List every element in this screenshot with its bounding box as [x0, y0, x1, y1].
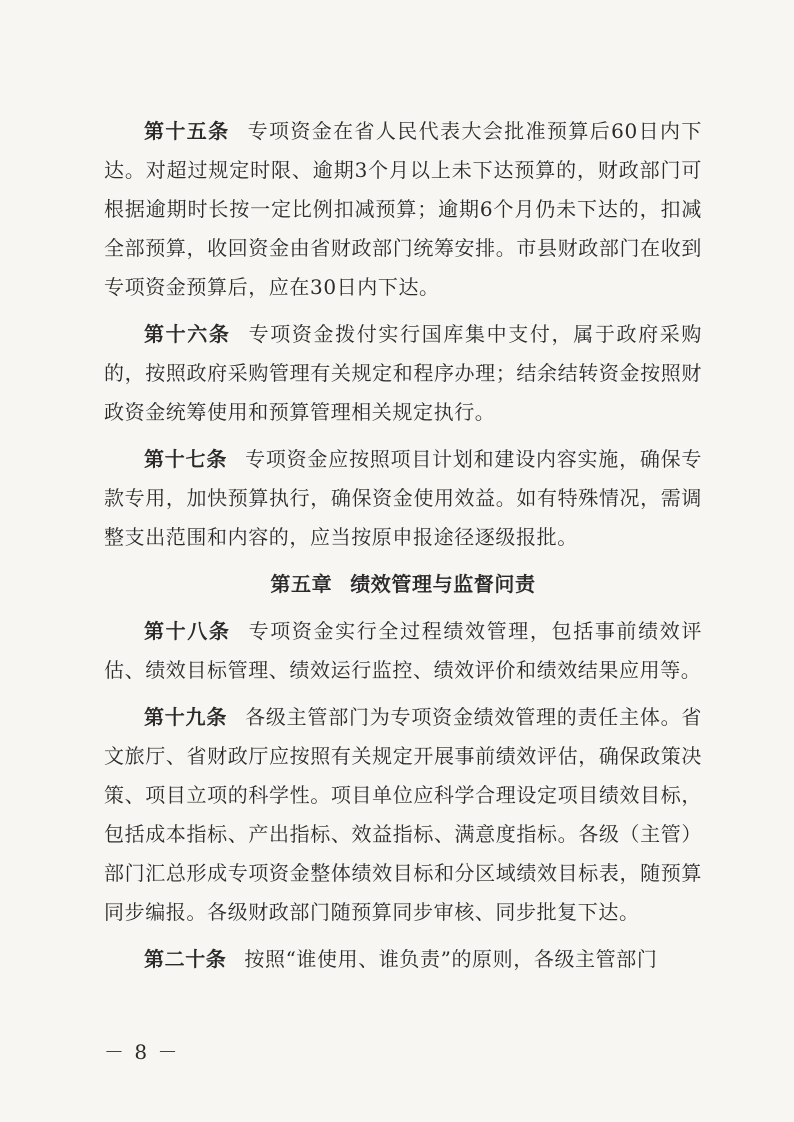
article-18: [104, 612, 702, 690]
article-text: 专项资金在省人民代表大会批准预算后60日内下达。对超过规定时限、逾期3个月以上未下达预算的，财政部门可根据逾期时长按一定比例扣减预算；逾期6个月仍未下达的，扣减全部预算，收回资金由省财政部门统筹安排。市县财政部门在收到专项资金预算后，应在30日内下达。: [104, 119, 702, 299]
article-text: 按照“谁使用、谁负责”的原则，各级主管部门: [244, 947, 658, 971]
article-15: [104, 112, 702, 307]
article-text: 专项资金应按照项目计划和建设内容实施，确保专款专用，加快预算执行，确保资金使用效益。如有特殊情况，需调整支出范围和内容的，应当按原申报途径逐级报批。: [104, 447, 702, 549]
article-19: [104, 698, 702, 932]
chapter-number: 第五章: [270, 572, 333, 596]
article-label: 第十七条: [144, 447, 228, 471]
article-text: 专项资金拨付实行国库集中支付，属于政府采购的，按照政府采购管理有关规定和程序办理；结余结转资金按照财政资金统筹使用和预算管理相关规定执行。: [104, 322, 702, 424]
article-20: [104, 940, 702, 979]
article-16: [104, 315, 702, 432]
article-17: [104, 440, 702, 557]
chapter-title: 绩效管理与监督问责: [350, 572, 536, 596]
article-label: 第十六条: [144, 322, 231, 346]
article-label: 第十九条: [144, 705, 228, 729]
page-number: － 8 －: [104, 1040, 180, 1064]
article-text: 各级主管部门为专项资金绩效管理的责任主体。省文旅厅、省财政厅应按照有关规定开展事前绩效评估，确保政策决策、项目立项的科学性。项目单位应科学合理设定项目绩效目标，包括成本指标、产出指标、效益指标、满意度指标。各级（主管）部门汇总形成专项资金整体绩效目标和分区域绩效目标表，随预算同步编报。各级财政部门随预算同步审核、同步批复下达。: [104, 705, 702, 924]
article-text: 专项资金实行全过程绩效管理，包括事前绩效评估、绩效目标管理、绩效运行监控、绩效评价和绩效结果应用等。: [104, 619, 702, 682]
article-label: 第二十条: [144, 947, 227, 971]
chapter-heading: [104, 565, 702, 604]
article-label: 第十八条: [144, 619, 231, 643]
article-label: 第十五条: [144, 119, 230, 143]
